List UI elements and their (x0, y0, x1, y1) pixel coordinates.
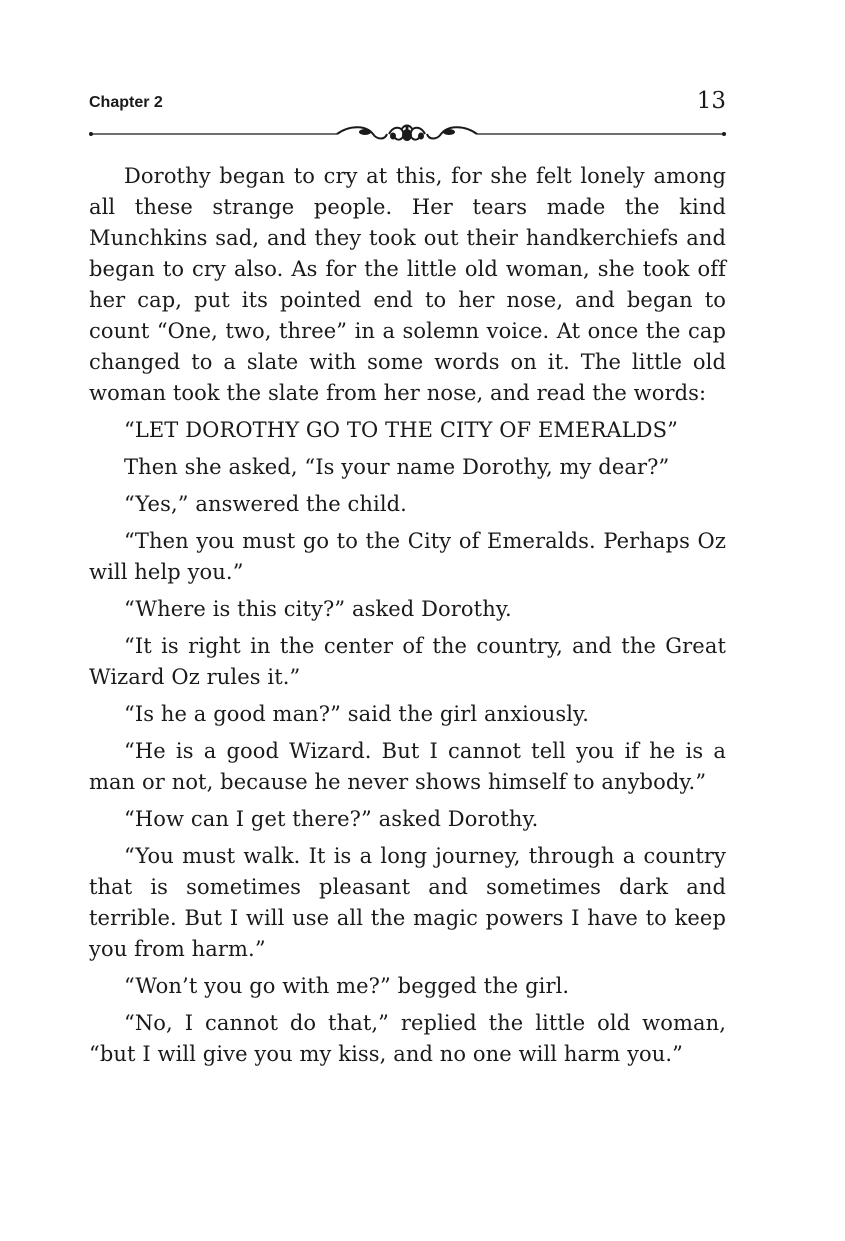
paragraph: “Yes,” answered the child. (124, 492, 407, 516)
paragraph: “Then you must go to the City of Emeralds. Perhaps Oz will help you.” (89, 529, 726, 584)
book-page (89, 86, 726, 1066)
paragraph: “You must walk. It is a long journey, through a country that is sometimes pleasant and sometimes dark and terrible. But I will use all the magic powers I have to keep you from harm.” (89, 844, 726, 961)
page-number: 13 (696, 88, 726, 114)
paragraph: “LET DOROTHY GO TO THE CITY OF EMERALDS” (124, 418, 678, 442)
paragraph: “Where is this city?” asked Dorothy. (124, 597, 512, 621)
running-header (89, 86, 726, 120)
paragraph: Dorothy began to cry at this, for she felt lonely among all these strange people. Her tears made the kind Munchkins sad, and they took out their handkerchiefs and began to cry also. As for the little old woman, she took off her cap, put its pointed end to her nose, and began to count “One, two, three” in a solemn voice. At once the cap changed to a slate with some words on it. The little old woman took the slate from her nose, and read the words: (89, 164, 726, 405)
divider-right-dot (722, 132, 726, 136)
paragraph: Then she asked, “Is your name Dorothy, my dear?” (124, 455, 670, 479)
paragraph: “Is he a good man?” said the girl anxiously. (124, 702, 589, 726)
paragraph: “No, I cannot do that,” replied the little old woman, “but I will give you my kiss, and no one will harm you.” (89, 1011, 726, 1066)
body-text (89, 161, 726, 1070)
paragraph: “It is right in the center of the country, and the Great Wizard Oz rules it.” (89, 634, 726, 689)
ornamental-divider (89, 122, 726, 146)
chapter-title: Chapter 2 (89, 94, 163, 111)
paragraph: “Won’t you go with me?” begged the girl. (124, 974, 570, 998)
paragraph: “How can I get there?” asked Dorothy. (124, 807, 539, 831)
paragraph: “He is a good Wizard. But I cannot tell you if he is a man or not, because he never shows himself to anybody.” (89, 739, 726, 794)
